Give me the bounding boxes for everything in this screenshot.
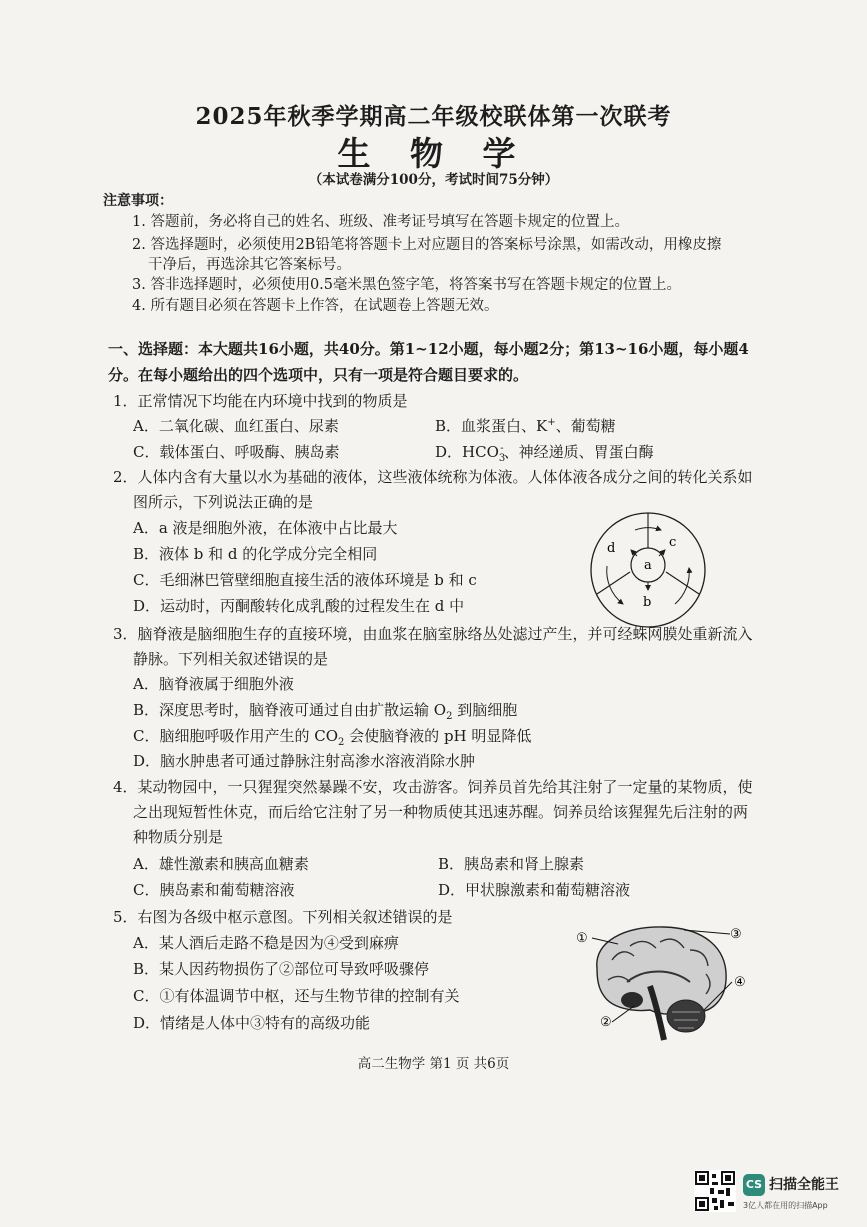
fig-label-b: b	[643, 595, 652, 610]
cerebellum-shape	[667, 1000, 705, 1032]
q2-option-b: B．液体 b 和 d 的化学成分完全相同	[133, 545, 378, 563]
q3-option-c: C．脑细胞呼吸作用产生的 $CO_2$ 会使脑脊液的 pH 明显降低	[133, 727, 532, 748]
diencephalon-shape	[621, 992, 643, 1008]
q5-option-b: B．某人因药物损伤了②部位可导致呼吸骤停	[133, 960, 430, 978]
subject-title: 生 物 学	[337, 134, 530, 173]
fig-label-d: d	[607, 541, 616, 556]
q4-option-a: A．雄性激素和胰高血糖素	[133, 855, 309, 873]
q5-option-d: D．情绪是人体中③特有的高级功能	[133, 1014, 371, 1032]
q3-option-d: D．脑水肿患者可通过静脉注射高渗水溶液消除水肿	[133, 752, 476, 770]
scanner-tagline: 3亿人都在用的扫描App	[743, 1201, 828, 1210]
section-heading-cont: 分。在每小题给出的四个选项中，只有一项是符合题目要求的。	[108, 366, 529, 384]
note-item: 4. 所有题目必须在答题卡上作答，在试题卷上答题无效。	[132, 298, 499, 314]
exam-title: 2025年秋季学期高二年级校联体第一次联考	[195, 103, 672, 130]
note-item: 3. 答非选择题时，必须使用0.5毫米黑色签字笔，将答案书写在答题卡规定的位置上。	[132, 277, 682, 293]
brain-label-3: ③	[730, 927, 742, 942]
q1-stem: 1．正常情况下均能在内环境中找到的物质是	[113, 392, 408, 410]
q4-option-c: C．胰岛素和葡萄糖溶液	[133, 881, 295, 899]
q3-option-b: B．深度思考时，脑脊液可通过自由扩散运输 $O_2$ 到脑细胞	[133, 701, 518, 722]
q4-stem: 4．某动物园中，一只猩猩突然暴躁不安，攻击游客。饲养员首先给其注射了一定量的某物质，使	[113, 778, 753, 796]
q1-option-d: D．$HCO_3^-$、神经递质、胃蛋白酶	[435, 443, 654, 464]
q2-option-c: C．毛细淋巴管壁细胞直接生活的液体环境是 b 和 c	[133, 571, 477, 589]
fig-label-a: a	[644, 558, 652, 573]
notes-heading: 注意事项：	[103, 193, 173, 209]
q1-option-b: B．血浆蛋白、K+、葡萄糖	[435, 417, 616, 435]
q5-stem: 5．右图为各级中枢示意图。下列相关叙述错误的是	[113, 908, 453, 926]
q4-option-d: D．甲状腺激素和葡萄糖溶液	[438, 881, 631, 899]
q2-option-a: A．a 液是细胞外液，在体液中占比最大	[133, 519, 398, 537]
q4-stem-cont: 之出现短暂性休克，而后给它注射了另一种物质使其迅速苏醒。饲养员给该猩猩先后注射的两	[133, 803, 749, 821]
note-item: 1. 答题前，务必将自己的姓名、班级、准考证号填写在答题卡规定的位置上。	[132, 214, 629, 230]
exam-info: （本试卷满分100分，考试时间75分钟）	[308, 172, 559, 188]
page-footer: 高二生物学 第1 页 共6页	[357, 1056, 510, 1072]
section-heading: 一、选择题：本大题共16小题，共40分。第1~12小题，每小题2分；第13~16小题，每小题4	[108, 340, 749, 358]
q3-option-a: A．脑脊液属于细胞外液	[133, 675, 294, 693]
body-fluid-diagram	[585, 508, 711, 632]
q4-option-b: B．胰岛素和肾上腺素	[438, 855, 585, 873]
q2-stem-cont: 图所示，下列说法正确的是	[133, 493, 314, 511]
brain-label-1: ①	[576, 931, 588, 946]
q4-stem-cont: 种物质分别是	[133, 828, 224, 846]
q1-option-c: C．载体蛋白、呼吸酶、胰岛素	[133, 443, 340, 461]
q5-option-c: C．①有体温调节中枢，还与生物节律的控制有关	[133, 987, 460, 1005]
fig-label-c: c	[669, 535, 677, 550]
scanner-brand: 扫描全能王	[769, 1177, 839, 1193]
q2-stem: 2．人体内含有大量以水为基础的液体，这些液体统称为体液。人体体液各成分之间的转化关系如	[113, 468, 753, 486]
brain-diagram	[572, 920, 757, 1042]
brain-label-2: ②	[600, 1015, 612, 1030]
qr-code-icon	[694, 1170, 736, 1212]
q2-option-d: D．运动时，丙酮酸转化成乳酸的过程发生在 d 中	[133, 597, 465, 615]
q1-option-a: A．二氧化碳、血红蛋白、尿素	[133, 417, 339, 435]
brain-label-4: ④	[734, 975, 746, 990]
q3-stem: 3．脑脊液是脑细胞生存的直接环境，由血浆在脑室脉络丛处滤过产生，并可经蛛网膜处重新流入	[113, 625, 753, 643]
note-item: 干净后，再选涂其它答案标号。	[148, 257, 351, 273]
q3-stem-cont: 静脉。下列相关叙述错误的是	[133, 650, 329, 668]
q5-option-a: A．某人酒后走路不稳是因为④受到麻痹	[133, 934, 399, 952]
scanner-logo-icon: CS	[743, 1174, 765, 1196]
note-item: 2. 答选择题时，必须使用2B铅笔将答题卡上对应题目的答案标号涂黑，如需改动，用橡皮擦	[132, 237, 722, 253]
